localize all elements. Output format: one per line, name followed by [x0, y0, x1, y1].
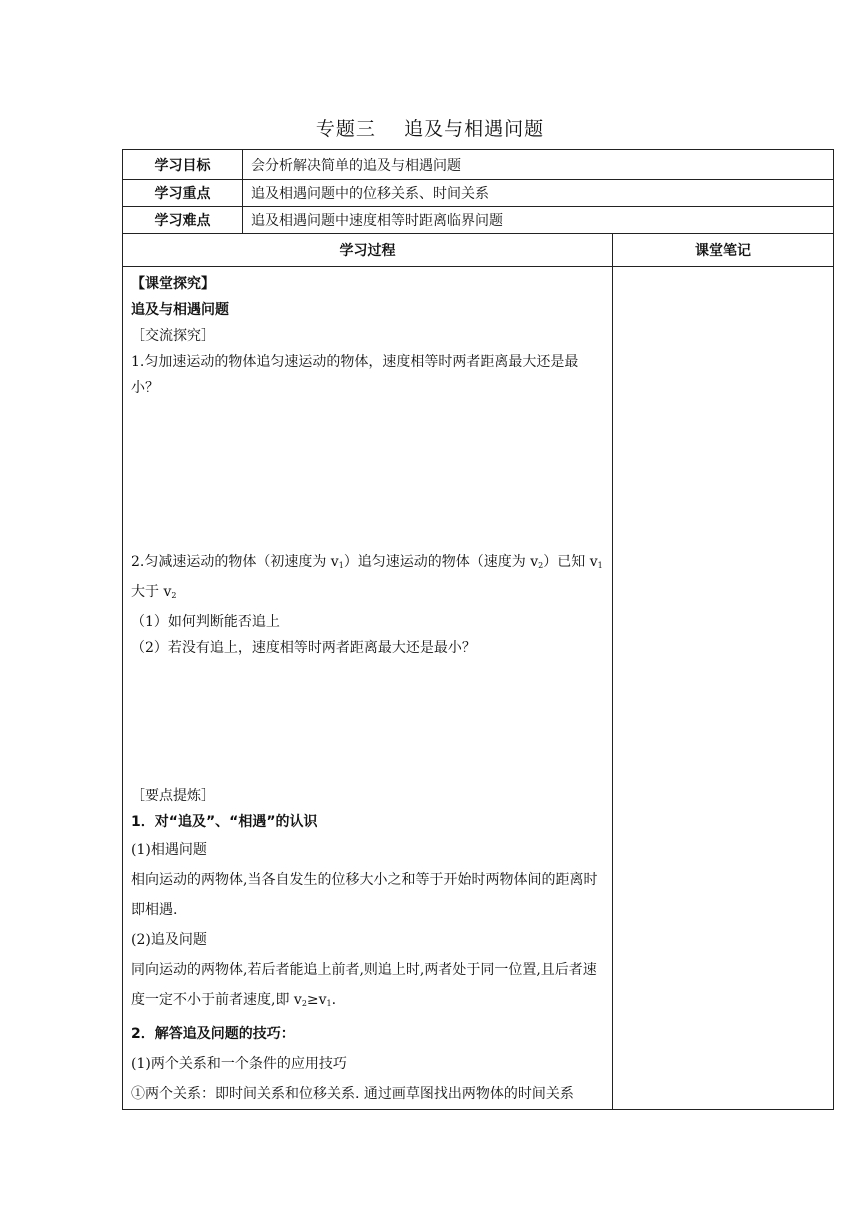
info-row-goal	[123, 150, 834, 180]
question-2-part-2: （2）若没有追上，速度相等时两者距离最大还是最小？	[131, 640, 476, 656]
info-value: 追及相遇问题中速度相等时距离临界问题	[243, 207, 834, 234]
title-part-1: 专题三	[315, 118, 376, 140]
topic-heading: 追及与相遇问题	[131, 302, 229, 318]
section-header-row	[123, 234, 834, 267]
question-2: 2.匀减速运动的物体（初速度为 $v_1$）追匀速运动的物体（速度为 $v_2$）已知 $v_1$大于 $v_2$	[131, 554, 603, 600]
keypoint-2-1: (1)两个关系和一个条件的应用技巧	[131, 1056, 347, 1072]
keypoint-1-2: (2)追及问题	[131, 932, 207, 948]
keypoints-heading: ［要点提炼］	[131, 788, 215, 804]
notes-header: 课堂笔记	[613, 234, 834, 267]
info-value: 会分析解决简单的追及与相遇问题	[243, 150, 834, 180]
notes-content[interactable]	[613, 267, 834, 1110]
lesson-table	[122, 149, 834, 1110]
keypoint-1-1: (1)相遇问题	[131, 842, 207, 858]
question-2-part-1: （1）如何判断能否追上	[131, 614, 280, 630]
info-row-difficulty	[123, 207, 834, 234]
info-row-focus	[123, 180, 834, 207]
info-label: 学习目标	[123, 150, 243, 180]
process-content	[123, 267, 613, 1110]
keypoint-1-1-text: 相向运动的两物体,当各自发生的位移大小之和等于开始时两物体间的距离时即相遇.	[131, 872, 598, 918]
title-part-2: 追及与相遇问题	[404, 118, 545, 140]
page-title	[0, 114, 860, 141]
content-row	[123, 267, 834, 1110]
info-value: 追及相遇问题中的位移关系、时间关系	[243, 180, 834, 207]
keypoint-1-2-text: 同向运动的两物体,若后者能追上前者,则追上时,两者处于同一位置,且后者速度一定不小于前者速度,即 $v_2\ge v_1$.	[131, 962, 597, 1008]
question-1: 1.匀加速运动的物体追匀速运动的物体，速度相等时两者距离最大还是最小？	[131, 354, 579, 396]
keypoint-1-title: 1．对“追及”、“相遇”的认识	[131, 814, 318, 830]
keypoint-2-title: 2．解答追及问题的技巧：	[131, 1026, 295, 1042]
section-heading: 【课堂探究】	[131, 276, 215, 292]
info-label: 学习难点	[123, 207, 243, 234]
answer-space-1	[131, 401, 606, 549]
answer-space-2	[131, 661, 606, 783]
discuss-heading: ［交流探究］	[131, 328, 215, 344]
info-label: 学习重点	[123, 180, 243, 207]
process-header: 学习过程	[123, 234, 613, 267]
keypoint-2-1-text: ①两个关系：即时间关系和位移关系. 通过画草图找出两物体的时间关系	[131, 1086, 574, 1102]
